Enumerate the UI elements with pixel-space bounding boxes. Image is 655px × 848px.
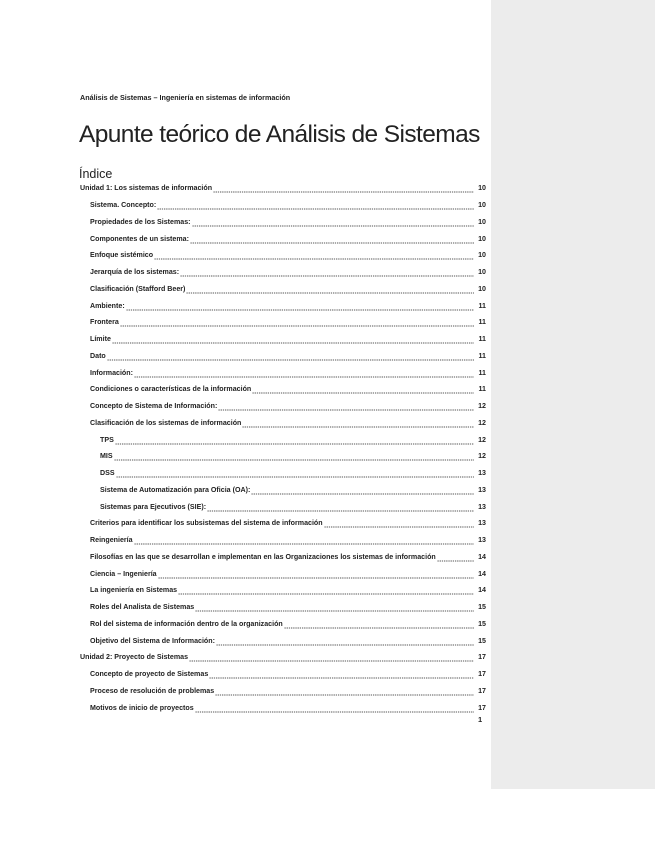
toc-dot-leader [215,690,474,696]
toc-entry-page: 11 [478,368,486,377]
toc-entry[interactable] [80,214,486,231]
toc-entry-page: 10 [478,184,486,193]
toc-dot-leader [115,439,474,445]
toc-entry-title[interactable]: Componentes de un sistema: [90,234,189,243]
toc-entry-title[interactable]: Objetivo del Sistema de Información: [90,636,215,645]
toc-entry[interactable] [80,180,486,197]
toc-entry[interactable] [80,381,486,398]
toc-dot-leader [154,254,474,260]
toc-entry[interactable] [80,683,486,700]
toc-dot-leader [207,506,474,512]
toc-dot-leader [252,388,474,394]
toc-entry[interactable] [80,197,486,214]
toc-entry-title[interactable]: Sistemas para Ejecutivos (SIE): [100,502,207,511]
toc-dot-leader [107,355,474,361]
toc-dot-leader [195,606,474,612]
toc-entry[interactable] [80,431,486,448]
toc-entry-page: 15 [478,619,486,628]
toc-dot-leader [189,656,474,662]
toc-entry-page: 13 [478,485,486,494]
toc-entry[interactable] [80,498,486,515]
toc-dot-leader [209,673,474,679]
toc-entry[interactable] [80,415,486,432]
toc-dot-leader [213,187,474,193]
toc-entry[interactable] [80,699,486,716]
toc-dot-leader [116,472,474,478]
table-of-contents [80,180,486,716]
toc-entry-title[interactable]: Roles del Analista de Sistemas [90,603,195,612]
toc-entry-page: 10 [478,217,486,226]
toc-entry[interactable] [80,482,486,499]
toc-entry-title[interactable]: Rol del sistema de información dentro de la organización [90,619,283,628]
toc-entry[interactable] [80,666,486,683]
toc-entry[interactable] [80,565,486,582]
toc-entry-page: 17 [478,653,486,662]
toc-entry-page: 17 [478,670,486,679]
toc-entry-page: 11 [478,351,486,360]
toc-entry-title[interactable]: Información: [90,368,133,377]
toc-entry-title[interactable]: Clasificación de los sistemas de información [90,418,242,427]
toc-heading: Índice [79,167,113,181]
toc-entry-page: 14 [478,586,486,595]
toc-dot-leader [251,489,474,495]
toc-entry-title[interactable]: TPS [100,435,114,444]
toc-entry-page: 12 [478,402,486,411]
toc-dot-leader [186,288,474,294]
toc-entry-page: 17 [478,703,486,712]
toc-entry-title[interactable]: Límite [90,335,111,344]
toc-dot-leader [158,573,474,579]
toc-entry-page: 13 [478,502,486,511]
toc-dot-leader [114,455,474,461]
toc-entry-page: 11 [478,318,486,327]
toc-dot-leader [157,204,474,210]
toc-entry-page: 15 [478,636,486,645]
toc-entry-title[interactable]: Clasificación (Stafford Beer) [90,284,186,293]
toc-entry[interactable] [80,632,486,649]
toc-entry-page: 15 [478,603,486,612]
toc-entry-title[interactable]: Sistema de Automatización para Oficia (OA): [100,485,251,494]
toc-dot-leader [218,405,474,411]
toc-entry-title[interactable]: Condiciones o características de la información [90,385,252,394]
toc-entry-title[interactable]: Concepto de proyecto de Sistemas [90,670,209,679]
toc-entry-title[interactable]: MIS [100,452,113,461]
toc-entry[interactable] [80,549,486,566]
toc-entry-page: 13 [478,469,486,478]
toc-dot-leader [180,271,474,277]
toc-entry-title[interactable]: Ciencia – Ingeniería [90,569,157,578]
toc-dot-leader [134,539,474,545]
toc-dot-leader [178,589,474,595]
toc-entry-title[interactable]: Unidad 1: Los sistemas de información [80,184,213,193]
toc-entry[interactable] [80,465,486,482]
toc-entry-title[interactable]: Ambiente: [90,301,125,310]
toc-entry-page: 10 [478,201,486,210]
toc-entry-title[interactable]: Propiedades de los Sistemas: [90,217,191,226]
toc-entry[interactable] [80,649,486,666]
toc-entry[interactable] [80,264,486,281]
toc-entry-title[interactable]: Proceso de resolución de problemas [90,686,215,695]
pane-footer-area [491,789,655,848]
toc-entry[interactable] [80,247,486,264]
toc-entry-page: 12 [478,435,486,444]
toc-dot-leader [112,338,474,344]
running-header: Análisis de Sistemas – Ingeniería en sistemas de información [80,93,291,102]
toc-dot-leader [284,623,474,629]
toc-entry-page: 10 [478,234,486,243]
toc-entry-title[interactable]: Frontera [90,318,119,327]
toc-entry-title[interactable]: Sistema. Concepto: [90,201,157,210]
toc-entry[interactable] [80,532,486,549]
toc-entry-title[interactable]: Jerarquía de los sistemas: [90,268,180,277]
toc-entry-page: 13 [478,536,486,545]
toc-entry-page: 14 [478,552,486,561]
toc-entry[interactable] [80,582,486,599]
toc-entry-title[interactable]: Filosofías en las que se desarrollan e implementan en las Organizaciones los sistemas de información [90,552,436,561]
toc-entry-title[interactable]: Motivos de inicio de proyectos [90,703,194,712]
toc-entry[interactable] [80,281,486,298]
toc-entry-page: 17 [478,686,486,695]
toc-entry-page: 11 [478,335,486,344]
toc-dot-leader [195,707,474,713]
toc-dot-leader [437,556,474,562]
toc-entry-title[interactable]: Reingeniería [90,536,133,545]
toc-dot-leader [120,321,474,327]
toc-entry-page: 14 [478,569,486,578]
toc-entry[interactable] [80,616,486,633]
toc-entry-title[interactable]: Enfoque sistémico [90,251,154,260]
toc-entry-page: 10 [478,284,486,293]
toc-entry-title[interactable]: Unidad 2: Proyecto de Sistemas [80,653,189,662]
toc-dot-leader [190,238,474,244]
page-number: 1 [478,715,483,724]
toc-entry-title[interactable]: La ingeniería en Sistemas [90,586,178,595]
toc-dot-leader [324,522,474,528]
toc-entry-page: 12 [478,418,486,427]
toc-dot-leader [242,422,474,428]
toc-entry[interactable] [80,348,486,365]
toc-dot-leader [216,640,474,646]
toc-entry[interactable] [80,297,486,314]
toc-dot-leader [192,221,474,227]
toc-entry[interactable] [80,364,486,381]
toc-entry-title[interactable]: DSS [100,469,115,478]
toc-entry[interactable] [80,398,486,415]
document-title: Apunte teórico de Análisis de Sistemas [79,121,480,148]
toc-entry-title[interactable]: Criterios para identificar los subsistemas del sistema de información [90,519,323,528]
toc-dot-leader [134,372,474,378]
toc-entry-page: 12 [478,452,486,461]
toc-entry-page: 10 [478,251,486,260]
toc-entry-page: 10 [478,268,486,277]
toc-entry[interactable] [80,448,486,465]
toc-entry[interactable] [80,230,486,247]
toc-entry-title[interactable]: Dato [90,351,106,360]
toc-entry-title[interactable]: Concepto de Sistema de Información: [90,402,218,411]
toc-dot-leader [126,305,474,311]
toc-entry[interactable] [80,599,486,616]
toc-entry[interactable] [80,515,486,532]
toc-entry-page: 11 [478,385,486,394]
toc-entry-page: 13 [478,519,486,528]
toc-entry[interactable] [80,331,486,348]
toc-entry[interactable] [80,314,486,331]
comment-pane [491,0,655,789]
toc-entry-page: 11 [478,301,486,310]
